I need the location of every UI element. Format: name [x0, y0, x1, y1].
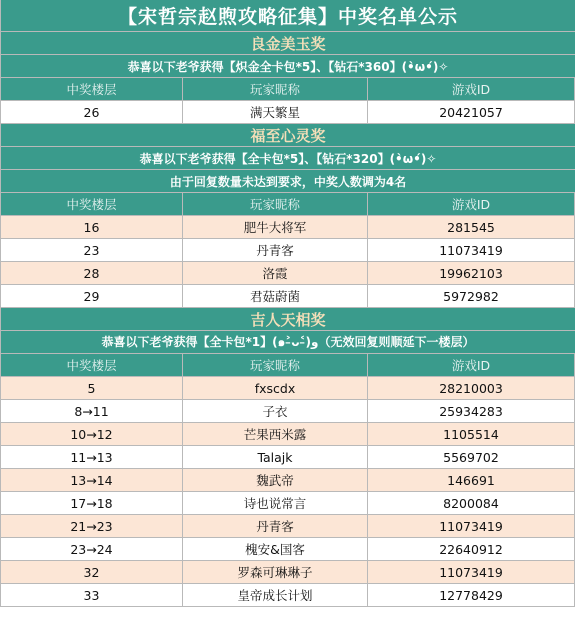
cell-nickname: fxscdx: [183, 377, 368, 399]
cell-floor: 28: [1, 262, 183, 284]
section-note: 恭喜以下老爷获得【全卡包*1】(๑˃̵ᴗ˂̵)ﻭ（无效回复则顺延下一楼层）: [101, 334, 475, 349]
section-note: 由于回复数量未达到要求，中奖人数调为4名: [169, 174, 407, 189]
cell-floor: 26: [1, 101, 183, 123]
section-note-row: [1, 147, 575, 170]
cell-game-id: 5972982: [368, 285, 575, 307]
table-row: [1, 446, 575, 469]
table-header-row: [1, 78, 575, 101]
table-row: [1, 377, 575, 400]
cell-nickname: 洛霞: [183, 262, 368, 284]
cell-game-id: 12778429: [368, 584, 575, 606]
section-note-row: [1, 331, 575, 354]
cell-nickname: 诗也说常言: [183, 492, 368, 514]
header-nickname: 玩家昵称: [183, 193, 368, 215]
section-title: 吉人天相奖: [250, 310, 326, 329]
section-note: 恭喜以下老爷获得【炽金全卡包*5】、【钻石*360】(•̀ω•́)✧: [127, 59, 449, 74]
cell-game-id: 22640912: [368, 538, 575, 560]
header-nickname: 玩家昵称: [183, 78, 368, 100]
cell-floor: 21→23: [1, 515, 183, 537]
table-row: [1, 101, 575, 124]
cell-game-id: 1105514: [368, 423, 575, 445]
cell-floor: 33: [1, 584, 183, 606]
cell-nickname: 罗森可琳琳子: [183, 561, 368, 583]
table-row: [1, 538, 575, 561]
cell-nickname: 丹青客: [183, 515, 368, 537]
header-floor: 中奖楼层: [1, 78, 183, 100]
header-game-id: 游戏ID: [368, 354, 575, 376]
header-game-id: 游戏ID: [368, 193, 575, 215]
cell-game-id: 19962103: [368, 262, 575, 284]
cell-nickname: 槐安&国客: [183, 538, 368, 560]
cell-floor: 13→14: [1, 469, 183, 491]
table-header-row: [1, 354, 575, 377]
header-nickname: 玩家昵称: [183, 354, 368, 376]
table-row: [1, 400, 575, 423]
cell-floor: 17→18: [1, 492, 183, 514]
section-header-row: [1, 308, 575, 331]
cell-floor: 5: [1, 377, 183, 399]
title-row: [1, 0, 575, 32]
cell-floor: 11→13: [1, 446, 183, 468]
cell-floor: 23: [1, 239, 183, 261]
sheet-content: [1, 32, 575, 607]
table-row: [1, 561, 575, 584]
table-row: [1, 216, 575, 239]
table-row: [1, 285, 575, 308]
cell-floor: 8→11: [1, 400, 183, 422]
section-note-row: [1, 55, 575, 78]
table-row: [1, 584, 575, 607]
cell-nickname: 魏武帝: [183, 469, 368, 491]
cell-game-id: 20421057: [368, 101, 575, 123]
cell-game-id: 146691: [368, 469, 575, 491]
cell-nickname: 君菇蔚菌: [183, 285, 368, 307]
table-row: [1, 262, 575, 285]
header-floor: 中奖楼层: [1, 193, 183, 215]
section-title: 福至心灵奖: [250, 126, 326, 145]
table-row: [1, 492, 575, 515]
section-note-row: [1, 170, 575, 193]
cell-nickname: 丹青客: [183, 239, 368, 261]
cell-nickname: 皇帝成长计划: [183, 584, 368, 606]
cell-nickname: 满天繁星: [183, 101, 368, 123]
table-header-row: [1, 193, 575, 216]
cell-nickname: 芒果西米露: [183, 423, 368, 445]
cell-floor: 10→12: [1, 423, 183, 445]
cell-game-id: 28210003: [368, 377, 575, 399]
cell-floor: 29: [1, 285, 183, 307]
cell-game-id: 11073419: [368, 515, 575, 537]
section-header-row: [1, 124, 575, 147]
header-floor: 中奖楼层: [1, 354, 183, 376]
section-header-row: [1, 32, 575, 55]
cell-floor: 32: [1, 561, 183, 583]
header-game-id: 游戏ID: [368, 78, 575, 100]
cell-game-id: 25934283: [368, 400, 575, 422]
cell-game-id: 8200084: [368, 492, 575, 514]
cell-game-id: 5569702: [368, 446, 575, 468]
section-title: 良金美玉奖: [250, 34, 326, 53]
table-row: [1, 239, 575, 262]
cell-floor: 23→24: [1, 538, 183, 560]
page-title: 【宋哲宗赵煦攻略征集】中奖名单公示: [117, 6, 458, 28]
cell-nickname: 子衣: [183, 400, 368, 422]
table-row: [1, 515, 575, 538]
section-note: 恭喜以下老爷获得【全卡包*5】、【钻石*320】(•̀ω•́)✧: [139, 151, 437, 166]
cell-nickname: Talajk: [183, 446, 368, 468]
cell-game-id: 281545: [368, 216, 575, 238]
table-row: [1, 469, 575, 492]
table-row: [1, 423, 575, 446]
cell-nickname: 肥牛大将军: [183, 216, 368, 238]
cell-game-id: 11073419: [368, 561, 575, 583]
cell-game-id: 11073419: [368, 239, 575, 261]
cell-floor: 16: [1, 216, 183, 238]
